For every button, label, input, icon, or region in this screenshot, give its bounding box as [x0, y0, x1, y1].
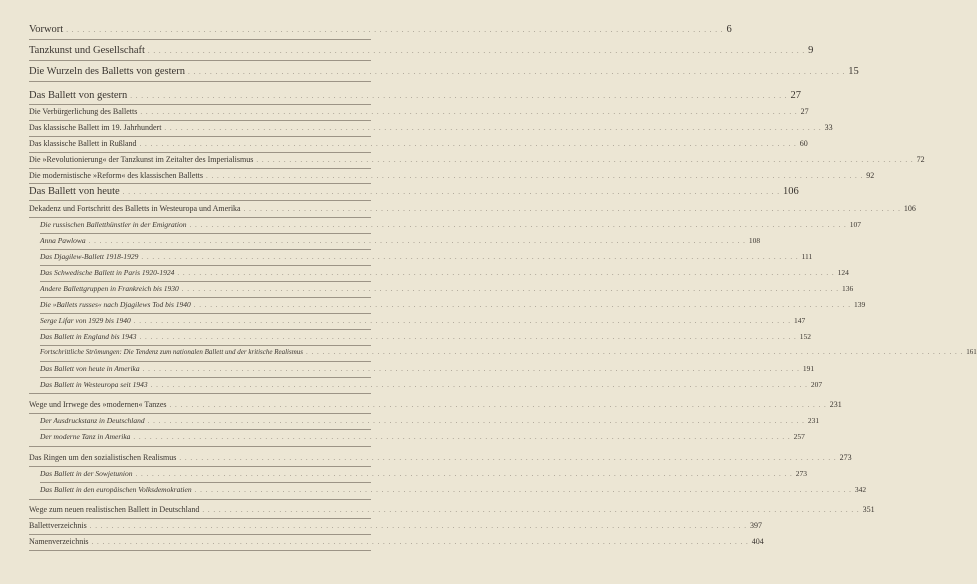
entry-page: 152 [799, 332, 811, 341]
entry-page: 136 [842, 284, 854, 293]
entry-page: 111 [801, 252, 813, 261]
toc-subentry [40, 284, 854, 293]
toc-section [29, 453, 852, 462]
divider [29, 168, 371, 169]
leader-dots: . . . . . . . . . . . . . . . . . . . . . . . . . . . . . . . . . . . . . . . . . . . . . . . . . . . . . . . . . . . . . . . . . . . . . . . . . . . . . . . . . . . . . . . . . . . . . . . . . . . . . . . . . . . . . . . . . . . . . . . . [142, 365, 800, 373]
entry-page: 342 [854, 485, 867, 494]
toc-entry [29, 66, 859, 78]
divider [40, 361, 371, 362]
entry-page: 60 [799, 139, 808, 148]
toc-subentry [40, 220, 861, 229]
toc-entry [29, 107, 809, 116]
entry-page: 27 [800, 107, 809, 116]
divider [29, 39, 371, 40]
divider [40, 429, 371, 430]
divider [40, 482, 371, 483]
entry-page: 107 [849, 220, 861, 229]
divider [29, 499, 371, 500]
entry-page: 273 [795, 469, 807, 478]
entry-title: Das Ballett in Westeuropa seit 1943 [40, 380, 148, 389]
leader-dots: . . . . . . . . . . . . . . . . . . . . . . . . . . . . . . . . . . . . . . . . . . . . . . . . . . . . . . . . . . . . . . . . . . . . . . . . . . . . . . . . . . . . . . . . . . . . . . . . . . . . . . . . . . . . . . . . . . . . . . . . [133, 317, 792, 325]
entry-page: 92 [866, 171, 875, 180]
entry-title: Die »Ballets russes« nach Djagilews Tod bis 1940 [40, 300, 191, 309]
entry-title: Dekadenz und Fortschritt des Balletts in Westeuropa und Amerika [29, 204, 241, 213]
leader-dots: . . . . . . . . . . . . . . . . . . . . . . . . . . . . . . . . . . . . . . . . . . . . . . . . . . . . . . . . . . . . . . . . . . . . . . . . . . . . . . . . . . . . . . . . . . . . . . . . . . . . . . . . . . . . . . . . . . . . . . . . [256, 156, 914, 164]
entry-title: Das Ringen um den sozialistischen Realismus [29, 453, 177, 462]
divider [29, 200, 371, 201]
leader-dots: . . . . . . . . . . . . . . . . . . . . . . . . . . . . . . . . . . . . . . . . . . . . . . . . . . . . . . . . . . . . . . . . . . . . . . . . . . . . . . . . . . . . . . . . . . . . . . . . . . . . . . . . . . . . . . . . . . . . . . . . [181, 285, 840, 293]
toc-subentry [40, 236, 761, 245]
toc-entry [29, 139, 808, 148]
divider [40, 329, 371, 330]
leader-dots: . . . . . . . . . . . . . . . . . . . . . . . . . . . . . . . . . . . . . . . . . . . . . . . . . . . . . . . . . . . . . . . . . . . . . . . . . . . . . . . . . . . . . . . . . . . . . . . . . . . . . . . . . . . . . . . . . . . . . . . . [147, 417, 805, 425]
entry-page: 351 [862, 505, 875, 514]
toc-subentry [40, 268, 849, 277]
leader-dots: . . . . . . . . . . . . . . . . . . . . . . . . . . . . . . . . . . . . . . . . . . . . . . . . . . . . . . . . . . . . . . . . . . . . . . . . . . . . . . . . . . . . . . . . . . . . . . . . . . . . . . . . . . . . . . . . . . . . . . . . [169, 401, 827, 409]
divider [29, 534, 371, 535]
toc-entry [29, 45, 814, 57]
entry-page: 6 [726, 24, 732, 35]
toc-entry [29, 537, 764, 546]
entry-title: Die Wurzeln des Balletts von gestern [29, 66, 185, 77]
leader-dots: . . . . . . . . . . . . . . . . . . . . . . . . . . . . . . . . . . . . . . . . . . . . . . . . . . . . . . . . . . . . . . . . . . . . . . . . . . . . . . . . . . . . . . . . . . . . . . . . . . . . . . . . . . . . . . . . . . . . . . . . [89, 522, 748, 530]
toc-subentry [40, 432, 805, 441]
entry-title: Vorwort [29, 24, 64, 35]
entry-page: 404 [751, 537, 764, 546]
leader-dots: . . . . . . . . . . . . . . . . . . . . . . . . . . . . . . . . . . . . . . . . . . . . . . . . . . . . . . . . . . . . . . . . . . . . . . . . . . . . . . . . . . . . . . . . . . . . . . . . . . . . . . . . . . . . . . . . . . . . . . . . [133, 433, 791, 441]
toc-section [29, 400, 842, 409]
toc-subentry [40, 364, 815, 373]
leader-dots: . . . . . . . . . . . . . . . . . . . . . . . . . . . . . . . . . . . . . . . . . . . . . . . . . . . . . . . . . . . . . . . . . . . . . . . . . . . . . . . . . . . . . . . . . . . . . . . . . . . . . . . . . . . . . . . . . . . . . . . . [88, 237, 746, 245]
entry-title: Der Ausdruckstanz in Deutschland [40, 416, 145, 425]
entry-page: 15 [848, 66, 859, 77]
leader-dots: . . . . . . . . . . . . . . . . . . . . . . . . . . . . . . . . . . . . . . . . . . . . . . . . . . . . . . . . . . . . . . . . . . . . . . . . . . . . . . . . . . . . . . . . . . . . . . . . . . . . . . . . . . . . . . . . . . . . . . . . [179, 454, 837, 462]
entry-page: 191 [802, 364, 815, 373]
leader-dots: . . . . . . . . . . . . . . . . . . . . . . . . . . . . . . . . . . . . . . . . . . . . . . . . . . . . . . . . . . . . . . . . . . . . . . . . . . . . . . . . . . . . . . . . . . . . . . . . . . . . . . . . . . . . . . . . . . . . . . . . [193, 301, 852, 309]
entry-page: 72 [916, 155, 925, 164]
toc-subentry [40, 316, 806, 325]
divider [29, 550, 371, 551]
divider [29, 152, 371, 153]
entry-page: 33 [824, 123, 833, 132]
divider [29, 60, 371, 61]
divider [29, 466, 371, 467]
leader-dots: . . . . . . . . . . . . . . . . . . . . . . . . . . . . . . . . . . . . . . . . . . . . . . . . . . . . . . . . . . . . . . . . . . . . . . . . . . . . . . . . . . . . . . . . . . . . . . . . . . . . . . . . . . . . . . . . . . . . . . . . [140, 108, 798, 116]
entry-title: Wege und Irrwege des »modernen« Tanzes [29, 400, 167, 409]
toc-subentry [40, 416, 820, 425]
entry-title: Das Ballett von heute in Amerika [40, 364, 140, 373]
divider [40, 233, 371, 234]
entry-title: Das Ballett in England bis 1943 [40, 332, 137, 341]
toc-subentry [40, 469, 807, 478]
divider [40, 297, 371, 298]
leader-dots: . . . . . . . . . . . . . . . . . . . . . . . . . . . . . . . . . . . . . . . . . . . . . . . . . . . . . . . . . . . . . . . . . . . . . . . . . . . . . . . . . . . . . . . . . . . . . . . . . . . . . . . . . . . . . . . . . . . . . . . . [202, 506, 860, 514]
leader-dots: . . . . . . . . . . . . . . . . . . . . . . . . . . . . . . . . . . . . . . . . . . . . . . . . . . . . . . . . . . . . . . . . . . . . . . . . . . . . . . . . . . . . . . . . . . . . . . . . . . . . . . . . . . . . . . . . . . . . . . . . [147, 47, 806, 55]
divider [40, 377, 371, 378]
toc-part-heading [29, 90, 802, 102]
toc-section [29, 204, 916, 213]
toc-subentry [40, 380, 823, 389]
entry-page: 124 [837, 268, 849, 277]
entry-title: Die modernistische »Reform« des klassischen Balletts [29, 171, 203, 180]
divider [29, 183, 371, 184]
entry-title: Wege zum neuen realistischen Ballett in Deutschland [29, 505, 200, 514]
leader-dots: . . . . . . . . . . . . . . . . . . . . . . . . . . . . . . . . . . . . . . . . . . . . . . . . . . . . . . . . . . . . . . . . . . . . . . . . . . . . . . . . . . . . . . . . . . . . . . . . . . . . . . . . . . . . . . . . . . . . . . . . [194, 486, 852, 494]
entry-page: 147 [794, 316, 806, 325]
entry-title: Die russischen Balletthünstler in der Emigration [40, 220, 187, 229]
divider [29, 120, 371, 121]
entry-page: 231 [829, 400, 842, 409]
divider [29, 446, 371, 447]
leader-dots: . . . . . . . . . . . . . . . . . . . . . . . . . . . . . . . . . . . . . . . . . . . . . . . . . . . . . . . . . . . . . . . . . . . . . . . . . . . . . . . . . . . . . . . . . . . . . . . . . . . . . . . . . . . . . . . . . . . . . . . . [205, 172, 864, 180]
entry-title: Die Verbürgerlichung des Balletts [29, 107, 138, 116]
divider [40, 313, 371, 314]
leader-dots: . . . . . . . . . . . . . . . . . . . . . . . . . . . . . . . . . . . . . . . . . . . . . . . . . . . . . . . . . . . . . . . . . . . . . . . . . . . . . . . . . . . . . . . . . . . . . . . . . . . . . . . . . . . . . . . . . . . . . . . . [150, 381, 808, 389]
leader-dots: . . . . . . . . . . . . . . . . . . . . . . . . . . . . . . . . . . . . . . . . . . . . . . . . . . . . . . . . . . . . . . . . . . . . . . . . . . . . . . . . . . . . . . . . . . . . . . . . . . . . . . . . . . . . . . . . . . . . . . . . [130, 92, 788, 100]
leader-dots: . . . . . . . . . . . . . . . . . . . . . . . . . . . . . . . . . . . . . . . . . . . . . . . . . . . . . . . . . . . . . . . . . . . . . . . . . . . . . . . . . . . . . . . . . . . . . . . . . . . . . . . . . . . . . . . . . . . . . . . . [306, 348, 964, 356]
leader-dots: . . . . . . . . . . . . . . . . . . . . . . . . . . . . . . . . . . . . . . . . . . . . . . . . . . . . . . . . . . . . . . . . . . . . . . . . . . . . . . . . . . . . . . . . . . . . . . . . . . . . . . . . . . . . . . . . . . . . . . . . [135, 470, 793, 478]
entry-title: Andere Ballettgruppen in Frankreich bis 1930 [40, 284, 179, 293]
divider [29, 518, 371, 519]
entry-page: 161 [966, 348, 977, 356]
entry-page: 27 [790, 90, 802, 101]
entry-page: 257 [793, 432, 805, 441]
entry-page: 397 [750, 521, 763, 530]
entry-title: Das Schwedische Ballett in Paris 1920-1924 [40, 268, 175, 277]
entry-page: 106 [903, 204, 916, 213]
divider [29, 393, 371, 394]
entry-title: Serge Lifar von 1929 bis 1940 [40, 316, 131, 325]
entry-title: Das klassische Ballett in Rußland [29, 139, 137, 148]
leader-dots: . . . . . . . . . . . . . . . . . . . . . . . . . . . . . . . . . . . . . . . . . . . . . . . . . . . . . . . . . . . . . . . . . . . . . . . . . . . . . . . . . . . . . . . . . . . . . . . . . . . . . . . . . . . . . . . . . . . . . . . . [189, 221, 847, 229]
toc-subentry [40, 485, 867, 494]
leader-dots: . . . . . . . . . . . . . . . . . . . . . . . . . . . . . . . . . . . . . . . . . . . . . . . . . . . . . . . . . . . . . . . . . . . . . . . . . . . . . . . . . . . . . . . . . . . . . . . . . . . . . . . . . . . . . . . . . . . . . . . . [139, 140, 797, 148]
entry-page: 108 [748, 236, 761, 245]
leader-dots: . . . . . . . . . . . . . . . . . . . . . . . . . . . . . . . . . . . . . . . . . . . . . . . . . . . . . . . . . . . . . . . . . . . . . . . . . . . . . . . . . . . . . . . . . . . . . . . . . . . . . . . . . . . . . . . . . . . . . . . . [141, 253, 799, 261]
divider [29, 413, 371, 414]
entry-title: Das klassische Ballett im 19. Jahrhundert [29, 123, 162, 132]
leader-dots: . . . . . . . . . . . . . . . . . . . . . . . . . . . . . . . . . . . . . . . . . . . . . . . . . . . . . . . . . . . . . . . . . . . . . . . . . . . . . . . . . . . . . . . . . . . . . . . . . . . . . . . . . . . . . . . . . . . . . . . . [91, 538, 749, 546]
entry-title: Die »Revolutionierung« der Tanzkunst im Zeitalter des Imperialismus [29, 155, 254, 164]
toc-entry [29, 24, 732, 36]
entry-title: Fortschrittliche Strömungen: Die Tendenz zum nationalen Ballett und der kritische Realismus [40, 348, 303, 356]
divider [40, 265, 371, 266]
entry-title: Der moderne Tanz in Amerika [40, 432, 131, 441]
entry-page: 9 [808, 45, 814, 56]
leader-dots: . . . . . . . . . . . . . . . . . . . . . . . . . . . . . . . . . . . . . . . . . . . . . . . . . . . . . . . . . . . . . . . . . . . . . . . . . . . . . . . . . . . . . . . . . . . . . . . . . . . . . . . . . . . . . . . . . . . . . . . . [243, 205, 901, 213]
toc-subentry [40, 348, 977, 356]
toc-entry [29, 123, 833, 132]
entry-title: Namenverzeichnis [29, 537, 89, 546]
leader-dots: . . . . . . . . . . . . . . . . . . . . . . . . . . . . . . . . . . . . . . . . . . . . . . . . . . . . . . . . . . . . . . . . . . . . . . . . . . . . . . . . . . . . . . . . . . . . . . . . . . . . . . . . . . . . . . . . . . . . . . . . [122, 188, 780, 196]
toc-entry [29, 521, 763, 530]
entry-page: 207 [810, 380, 823, 389]
entry-title: Das Ballett in der Sowjetunion [40, 469, 133, 478]
toc-subentry [40, 252, 813, 261]
entry-page: 106 [782, 186, 799, 197]
leader-dots: . . . . . . . . . . . . . . . . . . . . . . . . . . . . . . . . . . . . . . . . . . . . . . . . . . . . . . . . . . . . . . . . . . . . . . . . . . . . . . . . . . . . . . . . . . . . . . . . . . . . . . . . . . . . . . . . . . . . . . . . [164, 124, 822, 132]
entry-title: Ballettverzeichnis [29, 521, 87, 530]
entry-title: Anna Pawlowa [40, 236, 86, 245]
divider [29, 136, 371, 137]
toc-part-heading [29, 186, 799, 198]
entry-page: 273 [839, 453, 852, 462]
entry-title: Das Djagilew-Ballett 1918-1929 [40, 252, 139, 261]
entry-title: Tanzkunst und Gesellschaft [29, 45, 145, 56]
divider [40, 345, 371, 346]
toc-entry [29, 171, 875, 180]
toc-section [29, 505, 875, 514]
toc-subentry [40, 300, 866, 309]
divider [40, 281, 371, 282]
entry-title: Das Ballett von gestern [29, 90, 128, 101]
divider [29, 217, 371, 218]
toc-entry [29, 155, 925, 164]
leader-dots: . . . . . . . . . . . . . . . . . . . . . . . . . . . . . . . . . . . . . . . . . . . . . . . . . . . . . . . . . . . . . . . . . . . . . . . . . . . . . . . . . . . . . . . . . . . . . . . . . . . . . . . . . . . . . . . . . . . . . . . . [187, 68, 846, 76]
entry-page: 139 [854, 300, 866, 309]
divider [29, 81, 371, 82]
entry-page: 231 [807, 416, 820, 425]
leader-dots: . . . . . . . . . . . . . . . . . . . . . . . . . . . . . . . . . . . . . . . . . . . . . . . . . . . . . . . . . . . . . . . . . . . . . . . . . . . . . . . . . . . . . . . . . . . . . . . . . . . . . . . . . . . . . . . . . . . . . . . . [66, 26, 724, 34]
divider [40, 249, 371, 250]
leader-dots: . . . . . . . . . . . . . . . . . . . . . . . . . . . . . . . . . . . . . . . . . . . . . . . . . . . . . . . . . . . . . . . . . . . . . . . . . . . . . . . . . . . . . . . . . . . . . . . . . . . . . . . . . . . . . . . . . . . . . . . . [139, 333, 797, 341]
entry-title: Das Ballett von heute [29, 186, 120, 197]
toc-subentry [40, 332, 811, 341]
divider [29, 104, 371, 105]
entry-title: Das Ballett in den europäischen Volksdemokratien [40, 485, 192, 494]
leader-dots: . . . . . . . . . . . . . . . . . . . . . . . . . . . . . . . . . . . . . . . . . . . . . . . . . . . . . . . . . . . . . . . . . . . . . . . . . . . . . . . . . . . . . . . . . . . . . . . . . . . . . . . . . . . . . . . . . . . . . . . . [177, 269, 835, 277]
